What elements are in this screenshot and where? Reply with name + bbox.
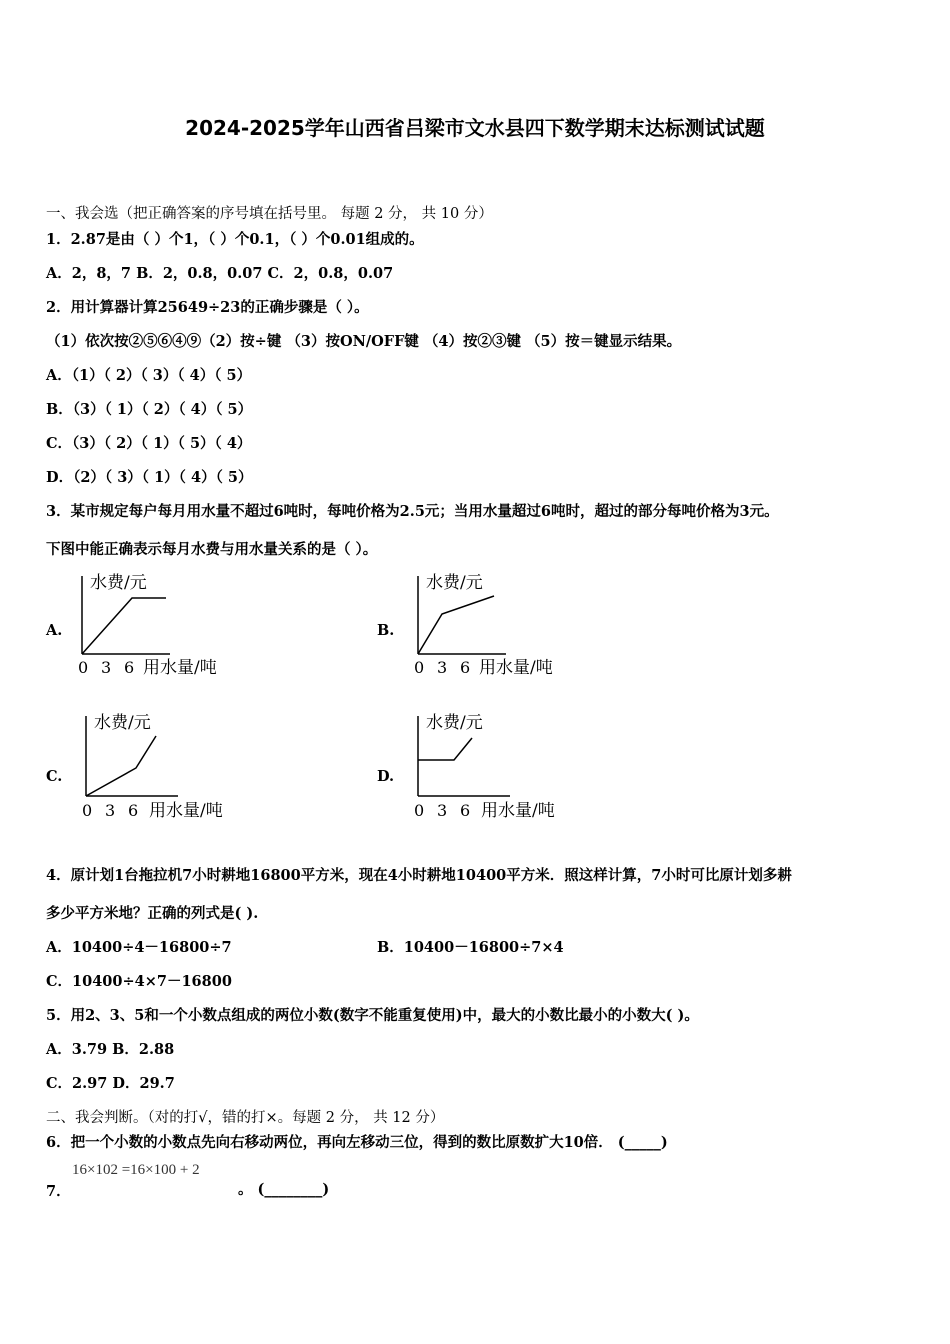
question-4-continued: 多少平方米地？正确的列式是( ).: [46, 905, 259, 922]
graph-d-y-axis-label: 水费/元: [426, 713, 483, 733]
graph-c-tick-6: 6: [128, 801, 139, 820]
graph-c-tick-0: 0: [82, 801, 93, 820]
graph-c-label: C.: [46, 768, 63, 785]
graph-d-line: [418, 738, 472, 760]
question-4-option-c: C．10400÷4×7－16800: [46, 973, 232, 990]
graph-b-tick-3: 3: [437, 658, 448, 677]
question-5: 5．用2、3、5和一个小数点组成的两位小数(数字不能重复使用)中，最大的小数比最小的小数大( )。: [46, 1007, 699, 1024]
graph-b-line: [418, 596, 494, 654]
question-6: 6．把一个小数的小数点先向右移动两位，再向左移动三位，得到的数比原数扩大10倍． (_____): [46, 1134, 668, 1151]
question-1-options: A．2，8，7 B．2，0.8，0.07 C．2，0.8，0.07: [46, 265, 394, 282]
graph-a-tick-3: 3: [101, 658, 112, 677]
graph-b-tick-6: 6: [460, 658, 471, 677]
graph-a-x-axis-label: 用水量/吨: [143, 658, 217, 678]
graph-d-tick-0: 0: [414, 801, 425, 820]
question-4: 4．原计划1台拖拉机7小时耕地16800平方米，现在4小时耕地10400平方米．照这样计算，7小时可比原计划多耕: [46, 867, 792, 884]
question-2-steps: （1）依次按②⑤⑥④⑨（2）按÷键 （3）按ON/OFF键 （4）按②③键 （5）按＝键显示结果。: [46, 333, 682, 350]
section-2-heading: 二、我会判断。（对的打√，错的打×。每题 2 分， 共 12 分）: [46, 1110, 445, 1126]
graph-a-y-axis-label: 水费/元: [90, 573, 147, 593]
question-5-options-cd: C．2.97 D．29.7: [46, 1075, 175, 1092]
graph-b-y-axis-label: 水费/元: [426, 573, 483, 593]
graph-a-label: A.: [46, 622, 63, 639]
question-7-number: 7．: [46, 1183, 71, 1200]
graph-b: [406, 566, 586, 690]
graph-d-tick-6: 6: [460, 801, 471, 820]
graph-a-tick-6: 6: [124, 658, 135, 677]
question-4-option-a: A．10400÷4－16800÷7: [46, 939, 232, 956]
graph-c: [74, 706, 254, 830]
graph-d: [406, 706, 586, 830]
graph-b-x-axis-label: 用水量/吨: [479, 658, 553, 678]
question-2-option-a: A．（1）（ 2）（ 3）（ 4）（ 5）: [46, 367, 252, 384]
question-1: 1．2.87是由（ ）个1，（ ）个0.1，（ ）个0.01组成的。: [46, 231, 424, 248]
question-3: 3．某市规定每户每月用水量不超过6吨时，每吨价格为2.5元；当用水量超过6吨时，超过的部分每吨价格为3元。: [46, 503, 779, 520]
graph-a-line: [82, 598, 166, 654]
graph-a: [70, 566, 250, 690]
question-2: 2．用计算器计算25649÷23的正确步骤是（ ）。: [46, 299, 369, 316]
graph-b-tick-0: 0: [414, 658, 425, 677]
graph-d-tick-3: 3: [437, 801, 448, 820]
graph-c-tick-3: 3: [105, 801, 116, 820]
section-1-heading: 一、我会选（把正确答案的序号填在括号里。 每题 2 分， 共 10 分）: [46, 206, 493, 222]
graph-c-x-axis-label: 用水量/吨: [149, 801, 223, 821]
graph-b-label: B.: [377, 622, 395, 639]
graph-d-x-axis-label: 用水量/吨: [481, 801, 555, 821]
page-title: 2024-2025学年山西省吕梁市文水县四下数学期末达标测试试题: [185, 116, 765, 140]
question-2-option-b: B．（3）（ 1）（ 2）（ 4）（ 5）: [46, 401, 253, 418]
question-2-option-d: D．（2）（ 3）（ 1）（ 4）（ 5）: [46, 469, 253, 486]
question-7-formula: 16×102 =16×100 + 2: [72, 1162, 200, 1178]
question-3-continued: 下图中能正确表示每月水费与用水量关系的是（ ）。: [46, 541, 378, 558]
graph-a-tick-0: 0: [78, 658, 89, 677]
graph-c-line: [86, 736, 156, 796]
question-2-option-c: C．（3）（ 2）（ 1）（ 5）（ 4）: [46, 435, 252, 452]
question-5-options-ab: A．3.79 B．2.88: [46, 1041, 175, 1058]
question-7-answer-blank: 。 (________): [238, 1181, 330, 1198]
question-4-option-b: B．10400－16800÷7×4: [377, 939, 564, 956]
graph-c-y-axis-label: 水费/元: [94, 713, 151, 733]
graph-d-label: D.: [377, 768, 395, 785]
